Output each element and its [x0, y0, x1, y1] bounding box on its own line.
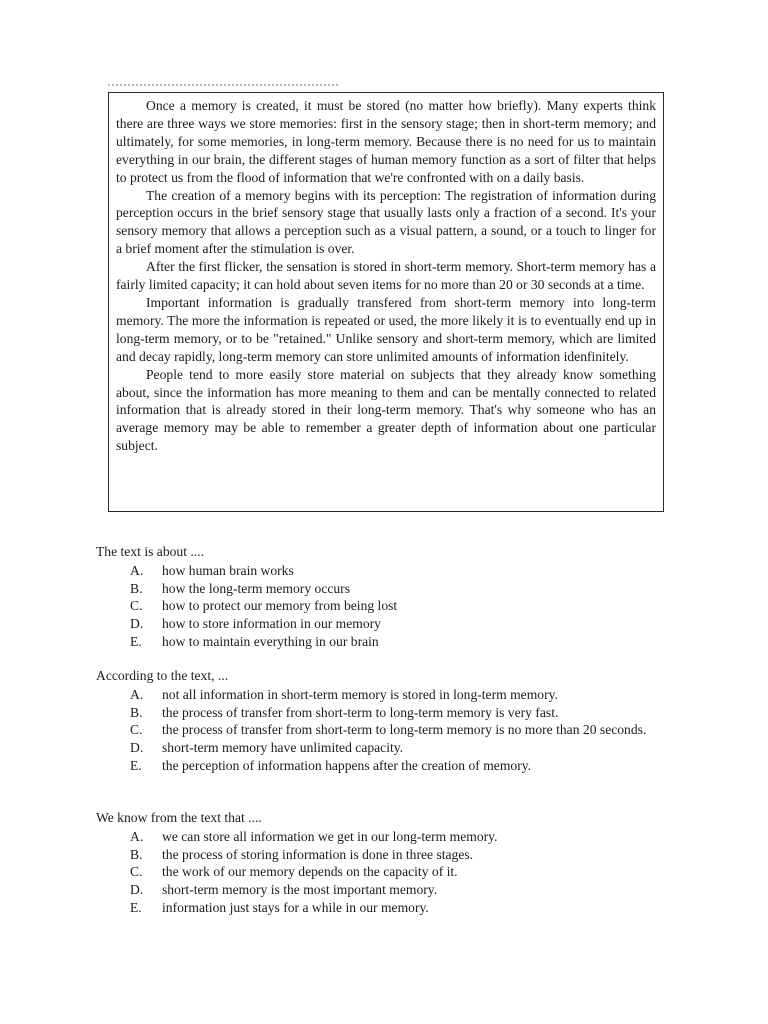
option-letter: D. — [130, 740, 144, 756]
option-text: the process of transfer from short-term to long-term memory is no more than 20 seconds. — [162, 722, 647, 738]
option-text: the process of storing information is done in three stages. — [162, 846, 474, 862]
answer-option-a — [96, 562, 676, 580]
option-text: how the long-term memory occurs — [162, 580, 350, 596]
answer-option-c — [96, 597, 676, 615]
passage-paragraph-5: People tend to more easily store material on subjects that they already know something about, since the information has more meaning to them and can be mentally connected to related information that is already stored in their long-term memory. That's why someone who has an average memory may be able to remember a greater depth of information about one particular subject. — [116, 366, 656, 454]
answer-options — [96, 562, 676, 651]
answer-option-b — [96, 846, 676, 864]
answer-option-e — [96, 757, 676, 775]
answer-option-a — [96, 828, 676, 846]
option-letter: B. — [130, 580, 143, 596]
question-2 — [96, 667, 676, 775]
passage-paragraph-1: Once a memory is created, it must be stored (no matter how briefly). Many experts think there are three ways we store memories: first in the sensory stage; then in short-term memory; and ultimately, for some memories, in long-term memory. Because there is no need for us to maintain everything in our brain, the different stages of human memory function as a sort of filter that helps to protect us from the flood of information that we're confronted with on a daily basis. — [116, 98, 656, 185]
answer-option-d — [96, 739, 676, 757]
option-letter: C. — [130, 722, 143, 738]
answer-option-e — [96, 633, 676, 651]
option-text: how to protect our memory from being lost — [162, 598, 398, 614]
option-letter: B. — [130, 846, 143, 862]
option-letter: E. — [130, 899, 142, 915]
answer-option-d — [96, 615, 676, 633]
option-text: short-term memory have unlimited capacity. — [162, 740, 404, 756]
passage-paragraph-3: After the first flicker, the sensation is stored in short-term memory. Short-term memory has a fairly limited capacity; it can hold about seven items for no more than 20 or 30 seconds at a time. — [116, 259, 656, 293]
option-text: information just stays for a while in our memory. — [162, 899, 429, 915]
option-letter: A. — [130, 828, 144, 844]
option-letter: A. — [130, 562, 144, 578]
question-stem: We know from the text that .... — [96, 810, 262, 825]
reading-passage — [108, 92, 664, 512]
answer-option-b — [96, 704, 676, 722]
option-letter: D. — [130, 616, 144, 632]
passage-paragraph-4: Important information is gradually transfered from short-term memory into long-term memory. The more the information is repeated or used, the more likely it is to eventually end up in long-term memory, or to be "retained." Unlike sensory and short-term memory, which are limited and decay rapidly, long-term memory can store unlimited amounts of information idenfinitely. — [116, 294, 656, 364]
option-text: we can store all information we get in our long-term memory. — [162, 828, 498, 844]
question-stem: According to the text, ... — [96, 668, 229, 683]
option-text: how to maintain everything in our brain — [162, 633, 379, 649]
option-text: the perception of information happens after the creation of memory. — [162, 757, 532, 773]
option-text: not all information in short-term memory is stored in long-term memory. — [162, 686, 558, 702]
option-text: how to store information in our memory — [162, 616, 381, 632]
answer-option-a — [96, 686, 676, 704]
option-letter: C. — [130, 864, 143, 880]
passage-paragraph-2: The creation of a memory begins with its perception: The registration of information during perception occurs in the brief sensory stage that usually lasts only a fraction of a second. It's your sensory memory that allows a perception such as a visual pattern, a sound, or a touch to linger for a brief moment after the stimulation is over. — [116, 187, 656, 257]
option-letter: A. — [130, 686, 144, 702]
option-letter: D. — [130, 882, 144, 898]
answer-options — [96, 686, 676, 775]
answer-option-c — [96, 863, 676, 881]
option-text: how human brain works — [162, 562, 294, 578]
answer-option-c — [96, 721, 676, 739]
question-3 — [96, 809, 676, 917]
answer-option-b — [96, 580, 676, 598]
option-letter: E. — [130, 633, 142, 649]
answer-option-d — [96, 881, 676, 899]
option-text: short-term memory is the most important memory. — [162, 882, 438, 898]
question-stem: The text is about .... — [96, 544, 204, 559]
answer-option-e — [96, 899, 676, 917]
option-letter: B. — [130, 704, 143, 720]
option-letter: C. — [130, 598, 143, 614]
option-text: the work of our memory depends on the capacity of it. — [162, 864, 458, 880]
answer-options — [96, 828, 676, 917]
option-text: the process of transfer from short-term to long-term memory is very fast. — [162, 704, 559, 720]
option-letter: E. — [130, 757, 142, 773]
question-1 — [96, 543, 676, 651]
